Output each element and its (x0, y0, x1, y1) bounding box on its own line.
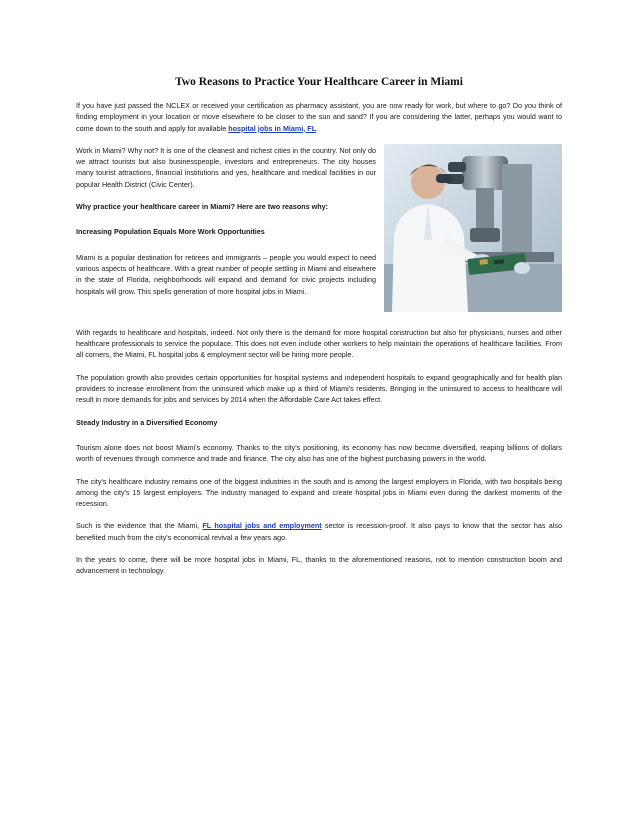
hospital-jobs-link[interactable]: hospital jobs in Miami, FL (228, 123, 317, 133)
recession-proof-paragraph: Such is the evidence that the Miami, FL hospital jobs and employment sector is recession-proof. It also pays to know that the sector has also benefited much from the city's economical revival a few years ago. (76, 521, 562, 542)
healthcare-demand-paragraph: With regards to healthcare and hospitals, indeed. Not only there is the demand for more hospital construction but also for physicians, nurses and other healthcare professionals to service the populace. This does not even include other workers to help maintain the operations of healthcare facilities. From all corners, the Miami, FL hospital jobs & employment sector will be hiring more people. (76, 327, 562, 360)
section-heading-economy: Steady Industry in a Diversified Economy (76, 417, 218, 427)
growth-opportunities-paragraph: The population growth also provides certain opportunities for hospital systems and independent hospitals to expand geographically and for health plan providers to increase enrollment from the uninsured which make up a third of Miami's residents. Bringing in the uninsured to access to healthcare will result in more demands for jobs and services by 2014 when the Affordable Care Act takes effect. (76, 372, 562, 405)
intro-with-photo (76, 145, 562, 316)
lab-technician-microscope-photo (384, 144, 562, 312)
intro-paragraph: If you have just passed the NCLEX or received your certification as pharmacy assistant, you are now ready for work, but where to go? Do you think of finding employment in your location or move elsewhere to be closer to the sun and sand? If you are considering the latter, perhaps you would want to come down to the south and apply for available hospital jobs in Miami, FL. (76, 101, 562, 133)
industry-paragraph: The city's healthcare industry remains one of the biggest industries in the south and is among the largest employers in Florida, with two hospitals being among the city's 15 largest employers. The industry managed to expand and create hospital jobs in Miami even during the darkest moments of the recession. (76, 476, 562, 509)
section-lead-heading: Why practice your healthcare career in Miami? Here are two reasons why: (76, 202, 329, 212)
closing-paragraph: In the years to come, there will be more hospital jobs in Miami, FL, thanks to the aforementioned reasons, not to mention construction boom and advancement in technology. (76, 555, 562, 576)
tourism-paragraph: Tourism alone does not boost Miami's economy. Thanks to the city's positioning, its economy has now become diversified, reaping billions of dollars worth of revenues through commerce and trade and finance. The city also has one of the highest purchasing powers in the world. (76, 442, 562, 464)
section-heading-population: Increasing Population Equals More Work Opportunities (76, 227, 265, 237)
fl-hospital-jobs-link[interactable]: FL hospital jobs and employment (202, 521, 322, 531)
population-paragraph: Miami is a popular destination for retirees and immigrants – people you would expect to need various aspects of healthcare. With a great number of people settling in Miami and elsewhere in the state of Florida, neighborhoods will expand and demand for civic projects including hospitals will grow. This spells generation of more hospital jobs in Miami. (76, 252, 376, 296)
narrow-column (76, 145, 376, 297)
page-title: Two Reasons to Practice Your Healthcare Career in Miami (175, 76, 463, 88)
why-miami-paragraph: Work in Miami? Why not? It is one of the cleanest and richest cities in the country. Not only do we attract tourists but also businesspeople, investors and entrepreneurs. The city houses many tourist attractions, financial institutions and yes, healthcare and medical facilities in our popular Health District (Civic Center). (76, 145, 376, 189)
article-body (76, 100, 562, 588)
